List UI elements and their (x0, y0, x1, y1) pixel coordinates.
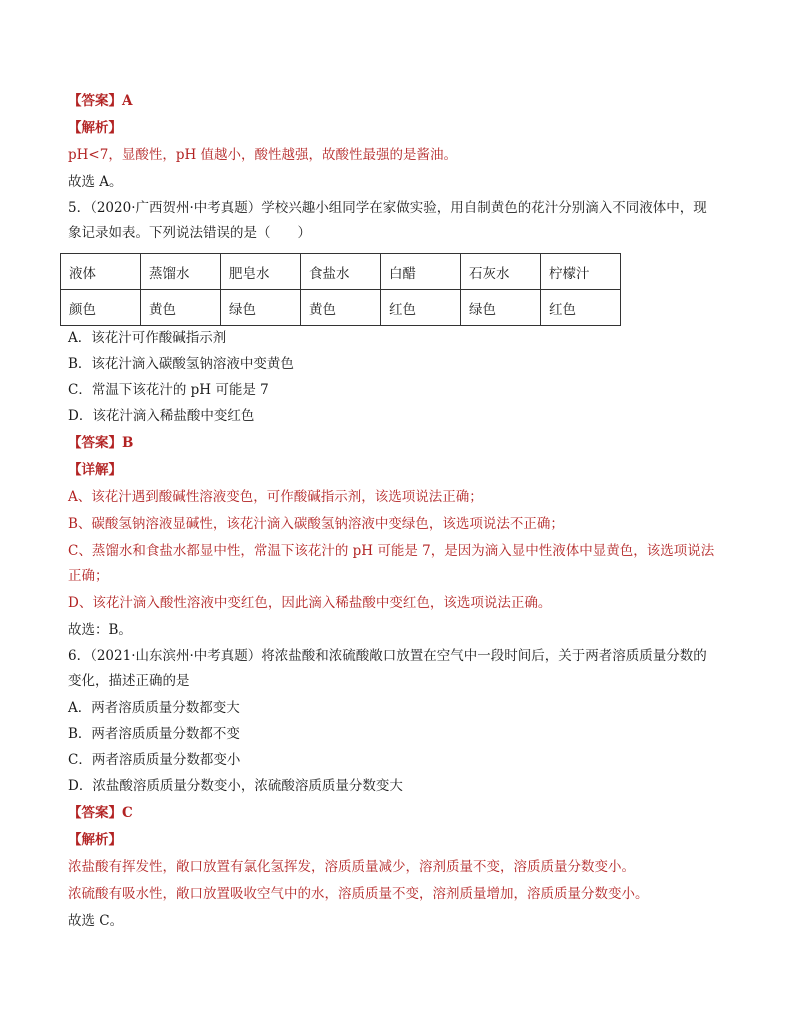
q5-detail-line: B、碳酸氢钠溶液显碱性，该花汁滴入碳酸氢钠溶液中变绿色，该选项说法不正确； (68, 516, 564, 532)
table-cell: 黄色 (301, 290, 381, 326)
table-cell: 颜色 (61, 290, 141, 326)
table-cell: 蒸馏水 (141, 254, 221, 290)
table-cell: 液体 (61, 254, 141, 290)
q5-option-b: B．该花汁滴入碳酸氢钠溶液中变黄色 (68, 356, 294, 372)
q5-option-c: C．常温下该花汁的 pH 可能是 7 (68, 382, 269, 398)
q5-option-d: D．该花汁滴入稀盐酸中变红色 (68, 408, 255, 424)
table-cell: 肥皂水 (221, 254, 301, 290)
table-cell: 绿色 (461, 290, 541, 326)
q5-detail-line: C、蒸馏水和食盐水都显中性，常温下该花汁的 pH 可能是 7，是因为滴入显中性液体中显黄色，该选项说法 (68, 543, 715, 559)
q4-analysis-label: 【解析】 (68, 120, 122, 136)
q6-option-b: B．两者溶质质量分数都不变 (68, 726, 240, 742)
table-cell: 红色 (381, 290, 461, 326)
q5-answer-label: 【答案】B (68, 435, 134, 451)
q5-detail-line: 正确； (68, 568, 109, 584)
q5-option-a: A．该花汁可作酸碱指示剂 (68, 330, 227, 346)
q6-conclusion: 故选 C。 (68, 913, 124, 929)
table-cell: 石灰水 (461, 254, 541, 290)
q6-answer-label: 【答案】C (68, 805, 133, 821)
q4-analysis-text: pH<7，显酸性，pH 值越小，酸性越强，故酸性最强的是酱油。 (68, 147, 458, 163)
table-cell: 柠檬汁 (541, 254, 621, 290)
table-row (61, 290, 621, 326)
table-cell: 绿色 (221, 290, 301, 326)
q5-stem-line1: 5．（2020·广西贺州·中考真题）学校兴趣小组同学在家做实验，用自制黄色的花汁分别滴入不同液体中，现 (68, 200, 707, 216)
q5-conclusion: 故选：B。 (68, 622, 132, 638)
q5-stem-line2: 象记录如表。下列说法错误的是（ ） (68, 225, 311, 241)
q6-analysis-line: 浓硫酸有吸水性，敞口放置吸收空气中的水，溶质质量不变，溶剂质量增加，溶质质量分数变小。 (68, 886, 649, 902)
table-cell: 白醋 (381, 254, 461, 290)
q4-answer-label: 【答案】A (68, 93, 133, 109)
q6-analysis-line: 浓盐酸有挥发性，敞口放置有氯化氢挥发，溶质质量减少，溶剂质量不变，溶质质量分数变小。 (68, 859, 635, 875)
q6-stem-line2: 变化，描述正确的是 (68, 673, 190, 689)
q6-stem-line1: 6．（2021·山东滨州·中考真题）将浓盐酸和浓硫酸敞口放置在空气中一段时间后，关于两者溶质质量分数的 (68, 648, 707, 664)
table-cell: 食盐水 (301, 254, 381, 290)
q6-option-a: A．两者溶质质量分数都变大 (68, 700, 240, 716)
table-row (61, 254, 621, 290)
q6-analysis-label: 【解析】 (68, 832, 122, 848)
q5-detail-label: 【详解】 (68, 462, 122, 478)
q6-option-c: C．两者溶质质量分数都变小 (68, 752, 241, 768)
q6-option-d: D．浓盐酸溶质质量分数变小，浓硫酸溶质质量分数变大 (68, 778, 403, 794)
q5-detail-line: A、该花汁遇到酸碱性溶液变色，可作酸碱指示剂，该选项说法正确； (68, 489, 483, 505)
table-cell: 黄色 (141, 290, 221, 326)
q5-detail-line: D、该花汁滴入酸性溶液中变红色，因此滴入稀盐酸中变红色，该选项说法正确。 (68, 595, 552, 611)
observation-table (60, 253, 621, 326)
table-cell: 红色 (541, 290, 621, 326)
q4-conclusion: 故选 A。 (68, 174, 123, 190)
